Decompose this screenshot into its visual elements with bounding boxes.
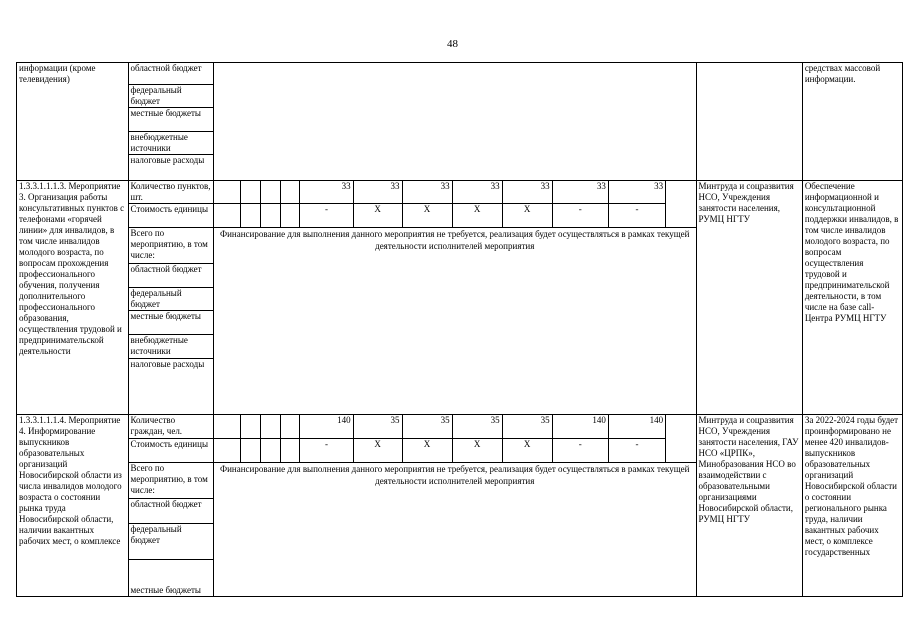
indicator-value: 140: [608, 415, 665, 439]
empty-cell: [241, 204, 261, 228]
cost-value: X: [402, 204, 452, 228]
indicator-label: Стоимость единицы: [128, 439, 213, 463]
funding-source: федеральный бюджет: [128, 288, 213, 311]
cost-value: X: [502, 204, 552, 228]
funding-source: Всего по мероприятию, в том числе:: [128, 463, 213, 499]
event-name-cell: информации (кроме телевидения): [17, 63, 129, 181]
cost-value: -: [552, 204, 608, 228]
funding-source: областной бюджет: [128, 499, 213, 524]
indicator-value: 140: [552, 415, 608, 439]
result-cell: средствах массовой информации.: [802, 63, 902, 181]
cost-value: X: [353, 439, 402, 463]
indicator-value: 33: [452, 181, 502, 204]
financing-note: Финансирование для выполнения данного мероприятия не требуется, реализация будет осуществляться в рамках текущей деятельности исполнителей мероприятия: [213, 463, 696, 597]
empty-cell: [666, 181, 696, 228]
funding-source: местные бюджеты: [128, 311, 213, 335]
empty-cell: [241, 181, 261, 204]
empty-cell: [213, 63, 696, 181]
indicator-value: 140: [300, 415, 353, 439]
funding-source: Всего по мероприятию, в том числе:: [128, 228, 213, 264]
result-cell: Обеспечение информационной и консультационной поддержки инвалидов, в том числе инвалидов молодого возраста, по вопросам осуществления трудовой и предпринимательской деятельности, в том числе на базе call-Центра РУМЦ НГТУ: [802, 181, 902, 415]
indicator-value: 33: [552, 181, 608, 204]
funding-source: внебюджетные источники: [128, 132, 213, 155]
empty-cell: [213, 415, 240, 439]
empty-cell: [260, 204, 280, 228]
funding-source: федеральный бюджет: [128, 524, 213, 560]
empty-cell: [213, 439, 240, 463]
empty-cell: [213, 181, 240, 204]
funding-source: областной бюджет: [128, 264, 213, 288]
cost-value: -: [300, 439, 353, 463]
indicator-value: 33: [608, 181, 665, 204]
table-row: [17, 181, 903, 204]
indicator-value: 35: [452, 415, 502, 439]
indicator-value: 35: [402, 415, 452, 439]
empty-cell: [241, 415, 261, 439]
event-name-cell: 1.3.3.1.1.1.3. Мероприятие 3. Организация работы консультативных пунктов с телефонами «горячей линии» для инвалидов, в том числе инвалидов молодого возраста, по вопросам прохождения профессионального обучения, получения дополнительного профессионального образования, осуществления трудовой и предпринимательской деятельности: [17, 181, 129, 415]
funding-source: местные бюджеты: [128, 560, 213, 597]
indicator-value: 33: [402, 181, 452, 204]
executors-cell: Минтруда и соцразвития НСО, Учреждения занятости населения, ГАУ НСО «ЦРПК», Минобразования НСО во взаимодействии с образовательными организациями Новосибирской области, РУМЦ НГТУ: [696, 415, 802, 597]
indicator-value: 35: [502, 415, 552, 439]
indicator-value: 33: [353, 181, 402, 204]
empty-cell: [260, 181, 280, 204]
indicator-value: 33: [300, 181, 353, 204]
empty-cell: [280, 204, 300, 228]
executors-cell: Минтруда и соцразвития НСО, Учреждения занятости населения, РУМЦ НГТУ: [696, 181, 802, 415]
cost-value: X: [452, 204, 502, 228]
empty-cell: [280, 439, 300, 463]
executors-cell: [696, 63, 802, 181]
cost-value: X: [402, 439, 452, 463]
empty-cell: [260, 439, 280, 463]
cost-value: -: [608, 204, 665, 228]
cost-value: -: [300, 204, 353, 228]
indicator-value: 33: [502, 181, 552, 204]
cost-value: -: [552, 439, 608, 463]
table-row: [17, 415, 903, 439]
event-name-cell: 1.3.3.1.1.1.4. Мероприятие 4. Информирование выпускников образовательных организаций Новосибирской области из числа инвалидов молодого возраста о состоянии рынка труда Новосибирской области, наличии вакантных рабочих мест, о комплексе: [17, 415, 129, 597]
indicator-label: Количество пунктов, шт.: [128, 181, 213, 204]
funding-source: внебюджетные источники: [128, 335, 213, 359]
empty-cell: [280, 415, 300, 439]
funding-source: областной бюджет: [128, 63, 213, 85]
program-table: [16, 62, 903, 597]
result-cell: За 2022-2024 годы будет проинформировано не менее 420 инвалидов-выпускников образовательных организаций Новосибирской области о состоянии регионального рынка труда, наличии вакантных рабочих мест, о комплексе государственных: [802, 415, 902, 597]
empty-cell: [241, 439, 261, 463]
cost-value: X: [353, 204, 402, 228]
empty-cell: [260, 415, 280, 439]
cost-value: -: [608, 439, 665, 463]
indicator-label: Количество граждан, чел.: [128, 415, 213, 439]
financing-note: Финансирование для выполнения данного мероприятия не требуется, реализация будет осуществляться в рамках текущей деятельности исполнителей мероприятия: [213, 228, 696, 415]
empty-cell: [213, 204, 240, 228]
funding-source: налоговые расходы: [128, 359, 213, 415]
cost-value: X: [502, 439, 552, 463]
table-row: [17, 63, 903, 85]
empty-cell: [280, 181, 300, 204]
funding-source: местные бюджеты: [128, 108, 213, 132]
funding-source: федеральный бюджет: [128, 85, 213, 108]
indicator-value: 35: [353, 415, 402, 439]
empty-cell: [666, 415, 696, 463]
funding-source: налоговые расходы: [128, 155, 213, 181]
indicator-label: Стоимость единицы: [128, 204, 213, 228]
cost-value: X: [452, 439, 502, 463]
page-number: 48: [447, 38, 458, 50]
